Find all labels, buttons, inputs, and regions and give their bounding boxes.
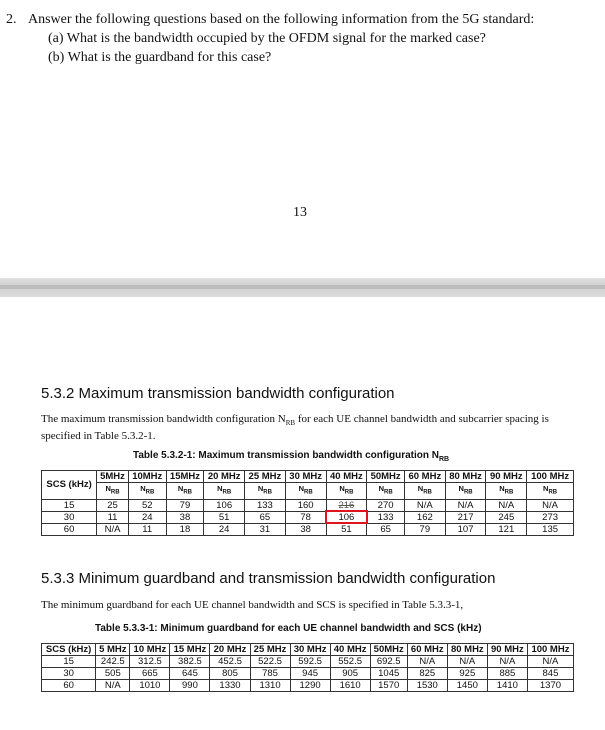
table-cell: 78 [285,511,326,523]
row-scs: 60 [42,680,96,692]
table-header-bandwidth: 25 MHz [250,644,290,656]
table-header-bandwidth: 50MHz [370,644,407,656]
table-cell: 505 [96,668,130,680]
table-cell: 312.5 [130,656,170,668]
table-row [42,523,574,535]
nrb-table [41,470,574,536]
table-cell: 945 [290,668,330,680]
nrb-subheader: $N_{RB}$ [166,483,204,500]
section-heading-532: 5.3.2 Maximum transmission bandwidth configuration [41,385,395,402]
table-cell: 38 [285,523,326,535]
table-cell: 24 [204,523,245,535]
table-cell: 885 [487,668,527,680]
question-number: 2. [6,12,17,27]
table-cell: 382.5 [170,656,210,668]
table-cell: N/A [486,499,527,511]
table-cell: 552.5 [330,656,370,668]
table-cell: 990 [170,680,210,692]
table-cell: 1290 [290,680,330,692]
table-cell: 925 [447,668,487,680]
table-row [42,668,574,680]
table-cell: 1310 [250,680,290,692]
table-header-bandwidth: 80 MHz [447,644,487,656]
table-533-caption: Table 5.3.3-1: Minimum guardband for each UE channel bandwidth and SCS (kHz) [95,623,482,634]
table-header-bandwidth: 100 MHz [527,471,574,483]
table-row [42,680,574,692]
table-header-bandwidth: 15 MHz [170,644,210,656]
table-cell: 452.5 [210,656,250,668]
table-cell: 79 [166,499,204,511]
table-cell: 522.5 [250,656,290,668]
row-scs: 30 [42,668,96,680]
nrb-subheader: $N_{RB}$ [128,483,166,500]
table-cell: 245 [486,511,527,523]
table-cell: 217 [445,511,486,523]
table-row [42,499,574,511]
table-cell: 665 [130,668,170,680]
table-cell: N/A [487,656,527,668]
table-cell: 106 [204,499,245,511]
table-cell: 121 [486,523,527,535]
section-heading-533: 5.3.3 Minimum guardband and transmission bandwidth configuration [41,570,496,587]
nrb-subheader: $N_{RB}$ [527,483,574,500]
table-cell: 273 [527,511,574,523]
table-header-bandwidth: 40 MHz [330,644,370,656]
table-row [42,656,574,668]
question-block [6,10,534,67]
table-cell: 31 [245,523,286,535]
table-cell: N/A [96,680,130,692]
table-header-bandwidth: 80 MHz [445,471,486,483]
table-header-bandwidth: 20 MHz [210,644,250,656]
nrb-subheader: $N_{RB}$ [445,483,486,500]
table-cell: 645 [170,668,210,680]
table-cell: 162 [404,511,445,523]
table-cell: 1010 [130,680,170,692]
table-cell: 1330 [210,680,250,692]
table-header-bandwidth: 5MHz [97,471,129,483]
table-cell: 1530 [407,680,447,692]
table-cell: 25 [97,499,129,511]
table-cell: 51 [326,523,367,535]
table-cell: 38 [166,511,204,523]
table-header-scs: SCS (kHz) [42,644,96,656]
table-cell: 24 [128,511,166,523]
table-cell: 1570 [370,680,407,692]
table-cell: N/A [447,656,487,668]
table-header-scs: SCS (kHz) [42,471,97,500]
row-scs: 15 [42,656,96,668]
table-cell: 825 [407,668,447,680]
table-cell: N/A [407,656,447,668]
table-cell: 18 [166,523,204,535]
question-prompt: Answer the following questions based on the following information from the 5G standard: [28,12,535,27]
row-scs: 30 [42,511,97,523]
question-a: (a) What is the bandwidth occupied by the OFDM signal for the marked case? [48,31,486,46]
table-cell: 11 [128,523,166,535]
table-cell: 1045 [370,668,407,680]
table-cell: N/A [527,499,574,511]
table-header-bandwidth: 60 MHz [404,471,445,483]
table-cell: 242.5 [96,656,130,668]
table-cell: 1370 [527,680,573,692]
table-532-caption: Table 5.3.2-1: Maximum transmission bandwidth configuration $N_{RB}$ [133,450,450,463]
page-number: 13 [293,205,307,220]
table-header-bandwidth: 90 MHz [486,471,527,483]
page-separator [0,278,605,297]
table-header-bandwidth: 40 MHz [326,471,367,483]
nrb-subheader: $N_{RB}$ [97,483,129,500]
table-cell: 51 [204,511,245,523]
row-scs: 15 [42,499,97,511]
table-cell: N/A [97,523,129,535]
table-cell: 845 [527,668,573,680]
table-cell: 692.5 [370,656,407,668]
table-header-bandwidth: 90 MHz [487,644,527,656]
table-header-bandwidth: 30 MHz [290,644,330,656]
table-cell: N/A [404,499,445,511]
table-cell: 107 [445,523,486,535]
question-b: (b) What is the guardband for this case? [48,50,272,65]
table-cell: 785 [250,668,290,680]
table-cell: 1610 [330,680,370,692]
table-cell: 135 [527,523,574,535]
nrb-subheader: $N_{RB}$ [285,483,326,500]
row-scs: 60 [42,523,97,535]
table-cell: 133 [245,499,286,511]
table-header-bandwidth: 50MHz [367,471,405,483]
section-532-text: The maximum transmission bandwidth configuration $N_{RB}$ for each UE channel bandwidth and subcarrier spacing is specified in Table 5.3.2-1. [41,413,549,443]
table-cell: 592.5 [290,656,330,668]
table-cell: 270 [367,499,405,511]
table-row [42,511,574,523]
table-header-bandwidth: 20 MHz [204,471,245,483]
table-cell: 905 [330,668,370,680]
guardband-table [41,643,574,692]
table-cell: 133 [367,511,405,523]
nrb-subheader: $N_{RB}$ [486,483,527,500]
table-header-bandwidth: 10MHz [128,471,166,483]
table-cell: 79 [404,523,445,535]
table-cell: 1450 [447,680,487,692]
nrb-subheader: $N_{RB}$ [367,483,405,500]
table-cell: 160 [285,499,326,511]
table-header-bandwidth: 10 MHz [130,644,170,656]
nrb-subheader: $N_{RB}$ [245,483,286,500]
section-533-text: The minimum guardband for each UE channel bandwidth and SCS is specified in Table 5.3.3-1, [41,599,464,611]
table-cell: 52 [128,499,166,511]
nrb-subheader: $N_{RB}$ [326,483,367,500]
nrb-subheader: $N_{RB}$ [204,483,245,500]
table-header-bandwidth: 60 MHz [407,644,447,656]
table-header-bandwidth: 15MHz [166,471,204,483]
table-header-bandwidth: 5 MHz [96,644,130,656]
table-cell: 65 [245,511,286,523]
table-header-bandwidth: 25 MHz [245,471,286,483]
table-header-bandwidth: 100 MHz [527,644,573,656]
table-cell: 11 [97,511,129,523]
highlighted-cell: 106 [326,511,367,523]
table-cell: 65 [367,523,405,535]
table-header-bandwidth: 30 MHz [285,471,326,483]
table-cell: 216 [326,499,367,511]
table-cell: 1410 [487,680,527,692]
nrb-subheader: $N_{RB}$ [404,483,445,500]
table-cell: N/A [445,499,486,511]
table-cell: 805 [210,668,250,680]
table-cell: N/A [527,656,573,668]
